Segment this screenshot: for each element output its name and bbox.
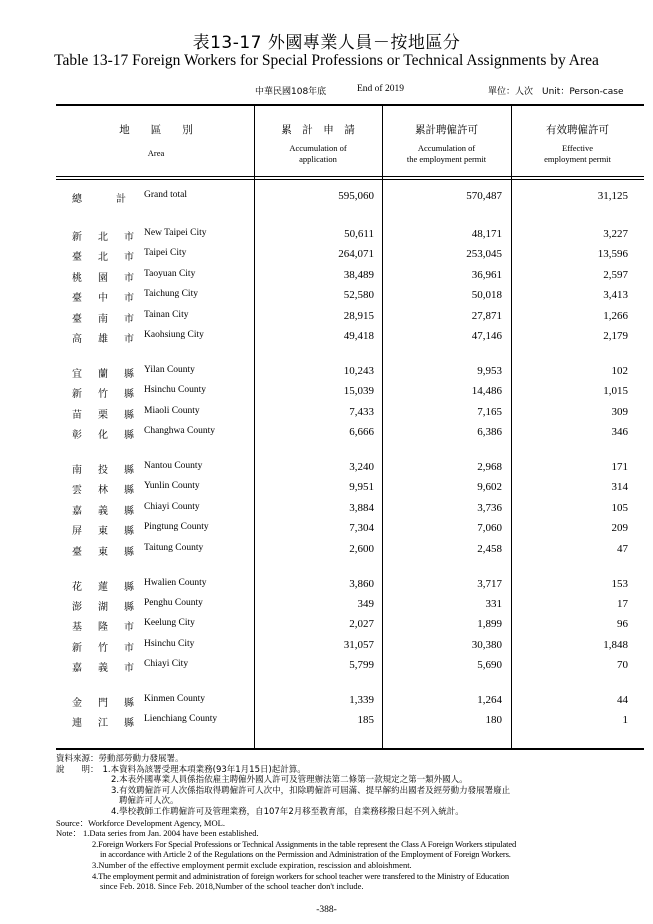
row-area-chinese: 金門縣 bbox=[72, 698, 134, 709]
table-row bbox=[56, 289, 644, 307]
row-effective: 309 bbox=[611, 405, 628, 418]
row-area-chinese: 臺東縣 bbox=[72, 546, 134, 558]
row-application: 3,860 bbox=[349, 577, 374, 590]
row-permit: 1,899 bbox=[477, 618, 502, 631]
note-line-1 bbox=[56, 828, 648, 839]
table-row bbox=[56, 365, 644, 383]
row-area-chinese: 雲林縣 bbox=[72, 485, 134, 497]
table-row bbox=[56, 481, 644, 499]
row-area-chinese: 屏東縣 bbox=[72, 526, 134, 538]
table-title-chinese: 表13-17 外國專業人員－按地區分 bbox=[192, 33, 461, 53]
row-application: 28,915 bbox=[343, 309, 374, 322]
row-permit: 30,380 bbox=[471, 638, 502, 651]
explanation-line-3b: 聘僱許可人次。 bbox=[119, 796, 179, 807]
row-permit: 48,171 bbox=[471, 228, 502, 240]
table-row bbox=[56, 694, 644, 712]
row-permit: 27,871 bbox=[471, 309, 502, 322]
row-area-chinese: 臺北市 bbox=[72, 252, 134, 264]
column-header-effective: 有效聘僱許可 bbox=[546, 124, 609, 136]
row-permit: 331 bbox=[485, 597, 502, 610]
date-label-chinese: 中華民國108年底 bbox=[255, 87, 327, 97]
row-effective: 2,179 bbox=[603, 330, 628, 342]
row-permit: 5,690 bbox=[477, 659, 502, 672]
row-area-english: Yilan County bbox=[144, 364, 195, 375]
row-area-chinese: 高雄市 bbox=[72, 334, 134, 345]
row-area-english: New Taipei City bbox=[144, 228, 207, 238]
column-header-area: 地 區 別 bbox=[119, 124, 193, 136]
row-effective: 346 bbox=[611, 426, 628, 439]
row-permit: 180 bbox=[485, 714, 502, 727]
row-effective: 47 bbox=[617, 542, 628, 555]
header-rule-2 bbox=[56, 179, 644, 180]
row-application: 7,433 bbox=[349, 405, 374, 418]
row-area-english: Hwalien County bbox=[144, 577, 207, 588]
table-row bbox=[56, 659, 644, 677]
row-application: 264,071 bbox=[338, 248, 374, 261]
note-line-2: 2.Foreign Workers For Special Professions or Technical Assignments in the table represent the Class A Foreign Workers stipulated bbox=[92, 838, 517, 849]
table-row bbox=[56, 618, 644, 636]
row-application: 2,600 bbox=[349, 542, 374, 555]
source-chinese: 資料來源：勞動部勞動力發展署。 bbox=[56, 754, 184, 764]
row-area-english: Yunlin County bbox=[144, 481, 200, 492]
row-area-chinese: 花蓮縣 bbox=[72, 581, 134, 593]
row-area-chinese: 基隆市 bbox=[72, 622, 134, 634]
row-area-chinese: 新竹市 bbox=[72, 642, 134, 654]
row-permit: 1,264 bbox=[477, 694, 502, 706]
row-effective: 1,015 bbox=[603, 385, 628, 398]
row-application: 10,243 bbox=[343, 364, 374, 377]
row-area-english: Tainan City bbox=[144, 309, 189, 320]
table-row bbox=[56, 578, 644, 596]
row-permit: 14,486 bbox=[471, 385, 502, 398]
column-header-application-en-1: Accumulation of bbox=[289, 143, 347, 153]
row-effective: 1,266 bbox=[603, 309, 628, 322]
row-application: 38,489 bbox=[343, 268, 374, 281]
table-row bbox=[56, 228, 644, 246]
column-header-effective-en-2: employment permit bbox=[544, 154, 611, 164]
table-row bbox=[56, 461, 644, 479]
row-area-english: Chiayi City bbox=[144, 659, 189, 670]
row-permit: 253,045 bbox=[466, 248, 502, 261]
row-area-english: Penghu County bbox=[144, 597, 203, 608]
table-row-grand-total bbox=[56, 190, 644, 208]
row-effective: 2,597 bbox=[603, 268, 628, 281]
table-top-rule bbox=[56, 104, 644, 106]
row-permit: 3,717 bbox=[477, 577, 502, 590]
row-application: 1,339 bbox=[349, 694, 374, 706]
data-table bbox=[56, 104, 644, 749]
row-effective: 1 bbox=[622, 714, 628, 727]
row-area-english: Changhwa County bbox=[144, 426, 215, 437]
note-line-4b: since Feb. 2018. Since Feb. 2018,Number of the school teacher don't include. bbox=[100, 881, 364, 892]
explanation-line-3: 3.有效聘僱許可人次係指取得聘僱許可人次中，扣除聘僱許可屆滿、提早解約出國者及經勞動力發展署廢止 bbox=[111, 785, 511, 796]
row-area-chinese: 嘉義縣 bbox=[72, 505, 134, 517]
unit-label: 單位：人次 Unit：Person-case bbox=[488, 87, 624, 97]
row-permit: 7,060 bbox=[477, 522, 502, 535]
row-area-chinese: 彰化縣 bbox=[72, 430, 134, 442]
row-area-english: Pingtung County bbox=[144, 522, 209, 533]
table-row bbox=[56, 248, 644, 266]
row-permit: 2,968 bbox=[477, 461, 502, 473]
row-area-chinese: 新竹縣 bbox=[72, 389, 134, 401]
row-effective: 171 bbox=[611, 461, 628, 473]
table-row bbox=[56, 330, 644, 348]
column-header-permit-en-2: the employment permit bbox=[406, 154, 487, 164]
note-line-4: 4.The employment permit and administration of foreign workers for school teacher were transfered to the Ministry of Education bbox=[92, 870, 509, 881]
row-application: 52,580 bbox=[343, 289, 374, 302]
row-area-english: Hsinchu County bbox=[144, 385, 207, 396]
column-header-application: 累 計 申 請 bbox=[281, 124, 355, 136]
row-area-english: Nantou County bbox=[144, 461, 203, 471]
header-rule-1 bbox=[56, 176, 644, 177]
row-permit: 3,736 bbox=[477, 501, 502, 514]
table-row bbox=[56, 522, 644, 540]
table-row bbox=[56, 502, 644, 520]
page-number: -388- bbox=[316, 905, 337, 915]
row-area-chinese: 連江縣 bbox=[72, 718, 134, 730]
column-header-effective-en-1: Effective bbox=[562, 143, 593, 153]
table-row bbox=[56, 543, 644, 561]
row-application: 595,060 bbox=[338, 190, 374, 202]
row-permit: 47,146 bbox=[471, 330, 502, 342]
note-line-3: 3.Number of the effective employment permit exclude expiration, rescission and abloishment. bbox=[92, 859, 412, 870]
row-area-chinese: 澎湖縣 bbox=[72, 601, 134, 613]
row-area-chinese: 宜蘭縣 bbox=[72, 368, 134, 380]
row-area-english: Chiayi County bbox=[144, 501, 200, 512]
row-application: 3,240 bbox=[349, 461, 374, 473]
column-header-permit-en-1: Accumulation of bbox=[417, 143, 476, 153]
table-row bbox=[56, 426, 644, 444]
date-label-english: End of 2019 bbox=[357, 84, 404, 94]
row-application: 50,611 bbox=[344, 228, 374, 240]
row-area-english: Kaohsiung City bbox=[144, 330, 204, 340]
row-permit: 2,458 bbox=[477, 542, 502, 555]
table-row bbox=[56, 269, 644, 287]
row-permit: 9,953 bbox=[477, 364, 502, 377]
row-effective: 13,596 bbox=[597, 248, 628, 261]
explanation-text-1: 1.本資料為該署受理本項業務(93年1月15日)起計算。 bbox=[102, 764, 306, 775]
row-area-chinese: 臺中市 bbox=[72, 293, 134, 305]
row-area-english: Lienchiang County bbox=[144, 714, 218, 725]
row-effective: 17 bbox=[617, 597, 628, 610]
row-effective: 96 bbox=[617, 618, 628, 631]
row-area-english: Hsinchu City bbox=[144, 638, 195, 649]
row-effective: 3,227 bbox=[603, 228, 628, 240]
column-header-application-en-2: application bbox=[299, 154, 337, 164]
table-row bbox=[56, 385, 644, 403]
row-application: 185 bbox=[357, 714, 374, 727]
row-area-english: Grand total bbox=[144, 190, 188, 200]
column-header-permit: 累計聘僱許可 bbox=[415, 124, 478, 136]
row-area-english: Miaoli County bbox=[144, 405, 200, 416]
row-application: 7,304 bbox=[349, 522, 374, 535]
note-label: Note： bbox=[56, 828, 82, 839]
row-area-chinese: 桃園市 bbox=[72, 272, 134, 284]
row-area-chinese: 總 計 bbox=[72, 194, 126, 205]
row-effective: 31,125 bbox=[597, 190, 628, 202]
row-permit: 570,487 bbox=[466, 190, 502, 202]
row-permit: 50,018 bbox=[471, 289, 502, 302]
row-area-chinese: 新北市 bbox=[72, 232, 134, 243]
row-area-english: Taitung County bbox=[144, 542, 204, 553]
row-area-english: Keelung City bbox=[144, 618, 195, 629]
row-effective: 1,848 bbox=[603, 638, 628, 651]
table-row bbox=[56, 598, 644, 616]
source-english: Source：Workforce Development Agency, MOL. bbox=[56, 817, 225, 828]
note-line-2b: in accordance with Article 2 of the Regulations on the Permission and Administration of the Employment of Foreign Workers. bbox=[100, 849, 511, 860]
explanation-label: 說 明： bbox=[56, 764, 99, 775]
explanation-line-2: 2.本表外國專業人員係指依雇主聘僱外國人許可及管理辦法第二條第一款規定之第一類外國人。 bbox=[111, 775, 468, 786]
note-text-1: 1.Data series from Jan. 2004 have been established. bbox=[83, 828, 259, 839]
row-area-english: Kinmen County bbox=[144, 694, 205, 704]
table-bottom-rule bbox=[56, 748, 644, 750]
row-permit: 9,602 bbox=[477, 481, 502, 494]
table-row bbox=[56, 406, 644, 424]
row-area-english: Taipei City bbox=[144, 248, 187, 259]
row-area-chinese: 南投縣 bbox=[72, 465, 134, 476]
row-application: 3,884 bbox=[349, 501, 374, 514]
row-effective: 102 bbox=[611, 364, 628, 377]
row-effective: 153 bbox=[611, 577, 628, 590]
table-title-english: Table 13-17 Foreign Workers for Special Professions or Technical Assignments by Area bbox=[54, 52, 599, 69]
table-row bbox=[56, 714, 644, 732]
row-effective: 70 bbox=[617, 659, 628, 672]
row-permit: 36,961 bbox=[471, 268, 502, 281]
row-permit: 6,386 bbox=[477, 426, 502, 439]
row-area-english: Taoyuan City bbox=[144, 268, 196, 279]
table-row bbox=[56, 639, 644, 657]
row-application: 31,057 bbox=[343, 638, 374, 651]
row-area-chinese: 臺南市 bbox=[72, 313, 134, 325]
row-effective: 209 bbox=[611, 522, 628, 535]
row-effective: 105 bbox=[611, 501, 628, 514]
row-application: 9,951 bbox=[349, 481, 374, 494]
row-effective: 44 bbox=[617, 694, 628, 706]
row-effective: 3,413 bbox=[603, 289, 628, 302]
explanation-line-1 bbox=[56, 765, 648, 776]
row-area-chinese: 嘉義市 bbox=[72, 663, 134, 675]
row-application: 349 bbox=[357, 597, 374, 610]
table-row bbox=[56, 310, 644, 328]
explanation-line-4: 4.學校教師工作聘僱許可及管理業務，自107年2月移至教育部，自業務移撥日起不列入統計。 bbox=[111, 806, 464, 817]
notes-section bbox=[56, 754, 648, 892]
column-header-area-en: Area bbox=[147, 148, 165, 158]
row-application: 5,799 bbox=[349, 659, 374, 672]
row-application: 49,418 bbox=[343, 330, 374, 342]
row-application: 6,666 bbox=[349, 426, 374, 439]
row-area-chinese: 苗栗縣 bbox=[72, 409, 134, 421]
row-permit: 7,165 bbox=[477, 405, 502, 418]
row-application: 2,027 bbox=[349, 618, 374, 631]
row-effective: 314 bbox=[611, 481, 628, 494]
row-application: 15,039 bbox=[343, 385, 374, 398]
row-area-english: Taichung City bbox=[144, 289, 198, 300]
